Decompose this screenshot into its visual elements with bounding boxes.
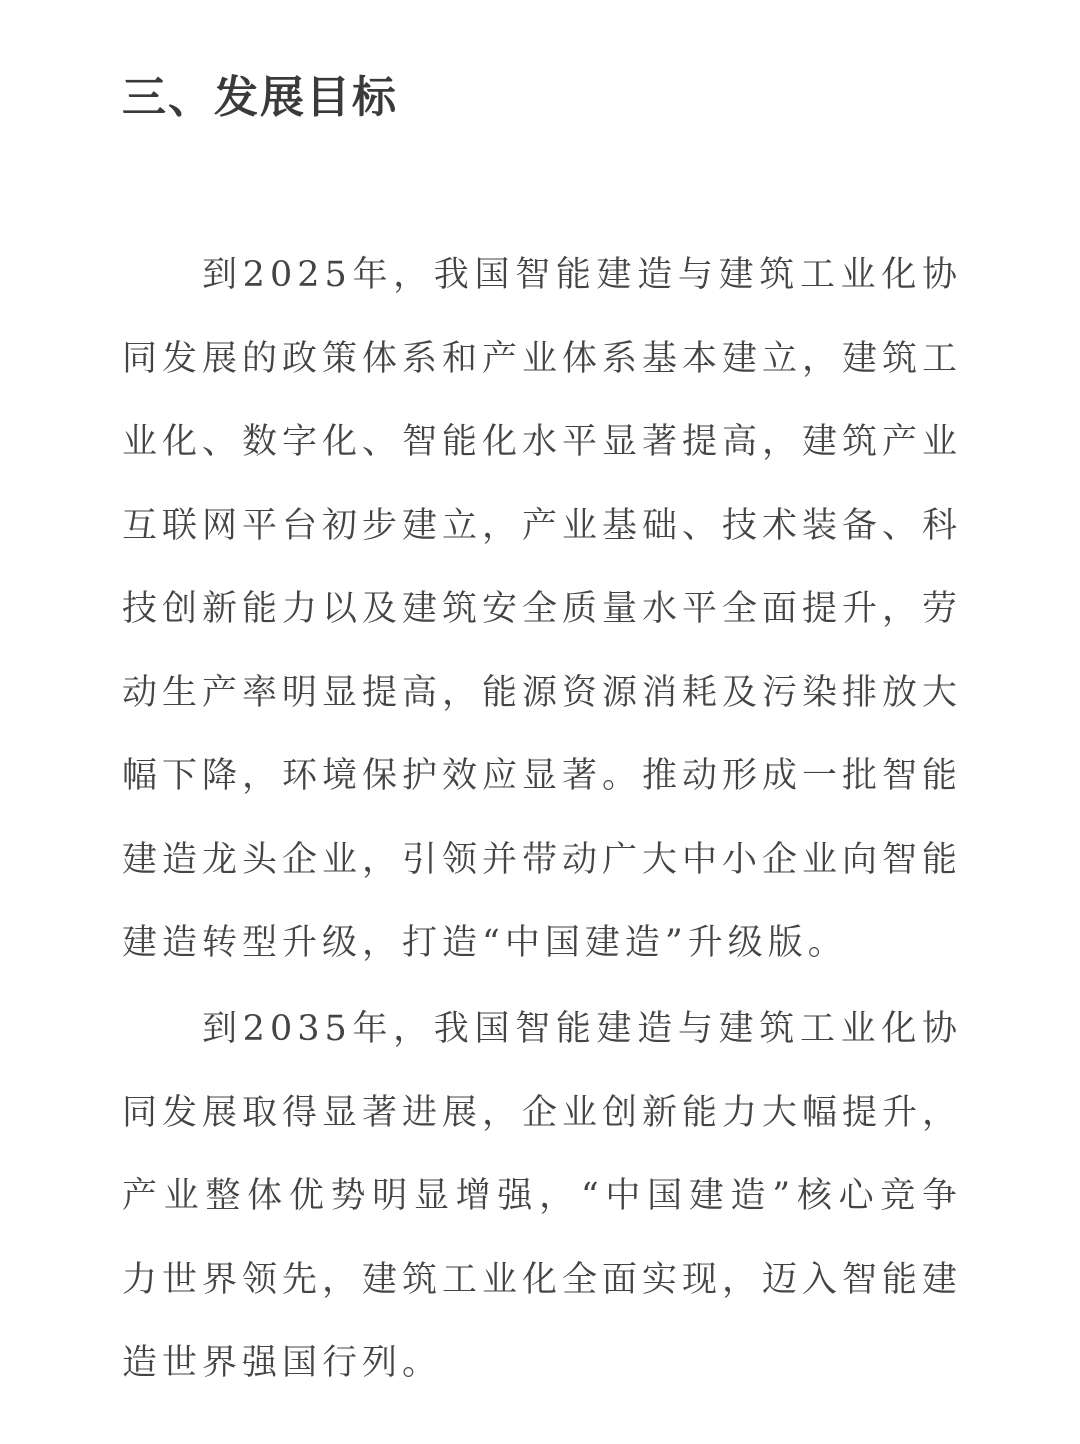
paragraph-2025-goal: 到2025年，我国智能建造与建筑工业化协同发展的政策体系和产业体系基本建立，建筑工业化、数字化、智能化水平显著提高，建筑产业互联网平台初步建立，产业基础、技术装备、科技创新能力以及建筑安全质量水平全面提升，劳动生产率明显提高，能源资源消耗及污染排放大幅下降，环境保护效应显著。推动形成一批智能建造龙头企业，引领并带动广大中小企业向智能建造转型升级，打造“中国建造”升级版。 — [122, 255, 963, 963]
section-heading: 三、发展目标 — [122, 72, 398, 123]
paragraph-2035-goal: 到2035年，我国智能建造与建筑工业化协同发展取得显著进展，企业创新能力大幅提升，产业整体优势明显增强，“中国建造”核心竞争力世界领先，建筑工业化全面实现，迈入智能建造世界强国行列。 — [122, 1009, 963, 1383]
